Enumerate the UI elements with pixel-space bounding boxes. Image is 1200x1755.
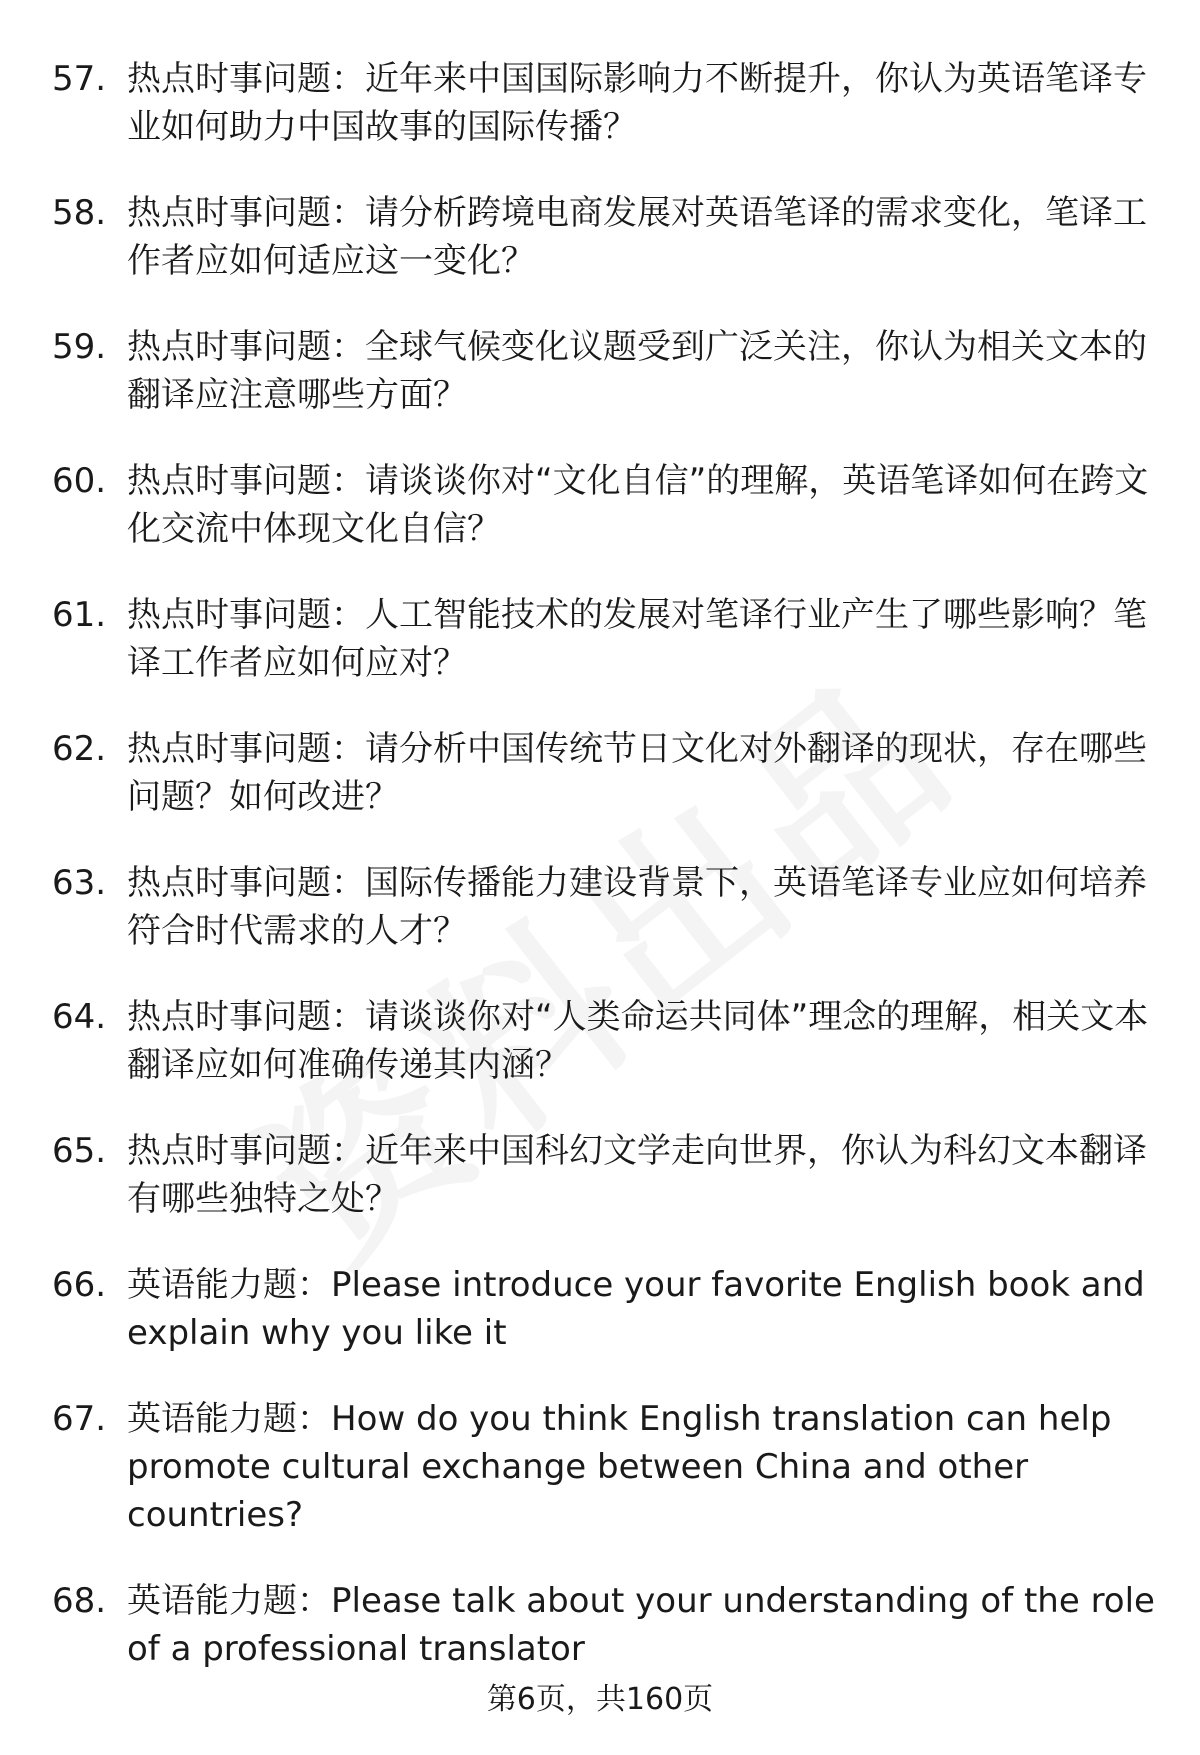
question-item (0, 725, 1200, 821)
question-number: 63. (52, 863, 107, 903)
question-number: 64. (52, 997, 107, 1037)
question-text: 热点时事问题：全球气候变化议题受到广泛关注，你认为相关文本的翻译应注意哪些方面？ (127, 327, 1147, 415)
page-footer: 第6页，共160页 (486, 1682, 714, 1717)
question-text: 热点时事问题：近年来中国国际影响力不断提升，你认为英语笔译专业如何助力中国故事的国际传播？ (127, 59, 1147, 147)
question-text: 热点时事问题：请谈谈你对“文化自信”的理解，英语笔译如何在跨文化交流中体现文化自信？ (127, 461, 1149, 549)
question-text: 热点时事问题：近年来中国科幻文学走向世界，你认为科幻文本翻译有哪些独特之处？ (127, 1131, 1147, 1219)
question-text: 英语能力题：How do you think English translation can help promote cultural exchange between China and other countries? (127, 1399, 1112, 1535)
question-number: 60. (52, 461, 107, 501)
question-item (0, 1127, 1200, 1223)
question-item (0, 55, 1200, 151)
question-number: 66. (52, 1265, 107, 1305)
question-item (0, 457, 1200, 553)
question-text: 英语能力题：Please introduce your favorite English book and explain why you like it (127, 1265, 1145, 1353)
question-number: 62. (52, 729, 107, 769)
question-list (0, 55, 1200, 1711)
question-number: 58. (52, 193, 107, 233)
question-item (0, 591, 1200, 687)
question-number: 67. (52, 1399, 107, 1439)
question-text: 热点时事问题：国际传播能力建设背景下，英语笔译专业应如何培养符合时代需求的人才？ (127, 863, 1147, 951)
question-number: 59. (52, 327, 107, 367)
question-text: 热点时事问题：请分析跨境电商发展对英语笔译的需求变化，笔译工作者应如何适应这一变化？ (127, 193, 1147, 281)
question-text: 热点时事问题：人工智能技术的发展对笔译行业产生了哪些影响？笔译工作者应如何应对？ (127, 595, 1147, 683)
question-item (0, 859, 1200, 955)
question-text: 英语能力题：Please talk about your understanding of the role of a professional translator (127, 1581, 1155, 1669)
question-item (0, 1261, 1200, 1357)
question-text: 热点时事问题：请分析中国传统节日文化对外翻译的现状，存在哪些问题？如何改进？ (127, 729, 1147, 817)
question-item (0, 323, 1200, 419)
question-number: 57. (52, 59, 107, 99)
question-item (0, 1577, 1200, 1673)
question-number: 65. (52, 1131, 107, 1171)
question-item (0, 1395, 1200, 1539)
question-item (0, 189, 1200, 285)
question-item (0, 993, 1200, 1089)
question-number: 61. (52, 595, 107, 635)
question-text: 热点时事问题：请谈谈你对“人类命运共同体”理念的理解，相关文本翻译应如何准确传递其内涵？ (127, 997, 1149, 1085)
question-number: 68. (52, 1581, 107, 1621)
